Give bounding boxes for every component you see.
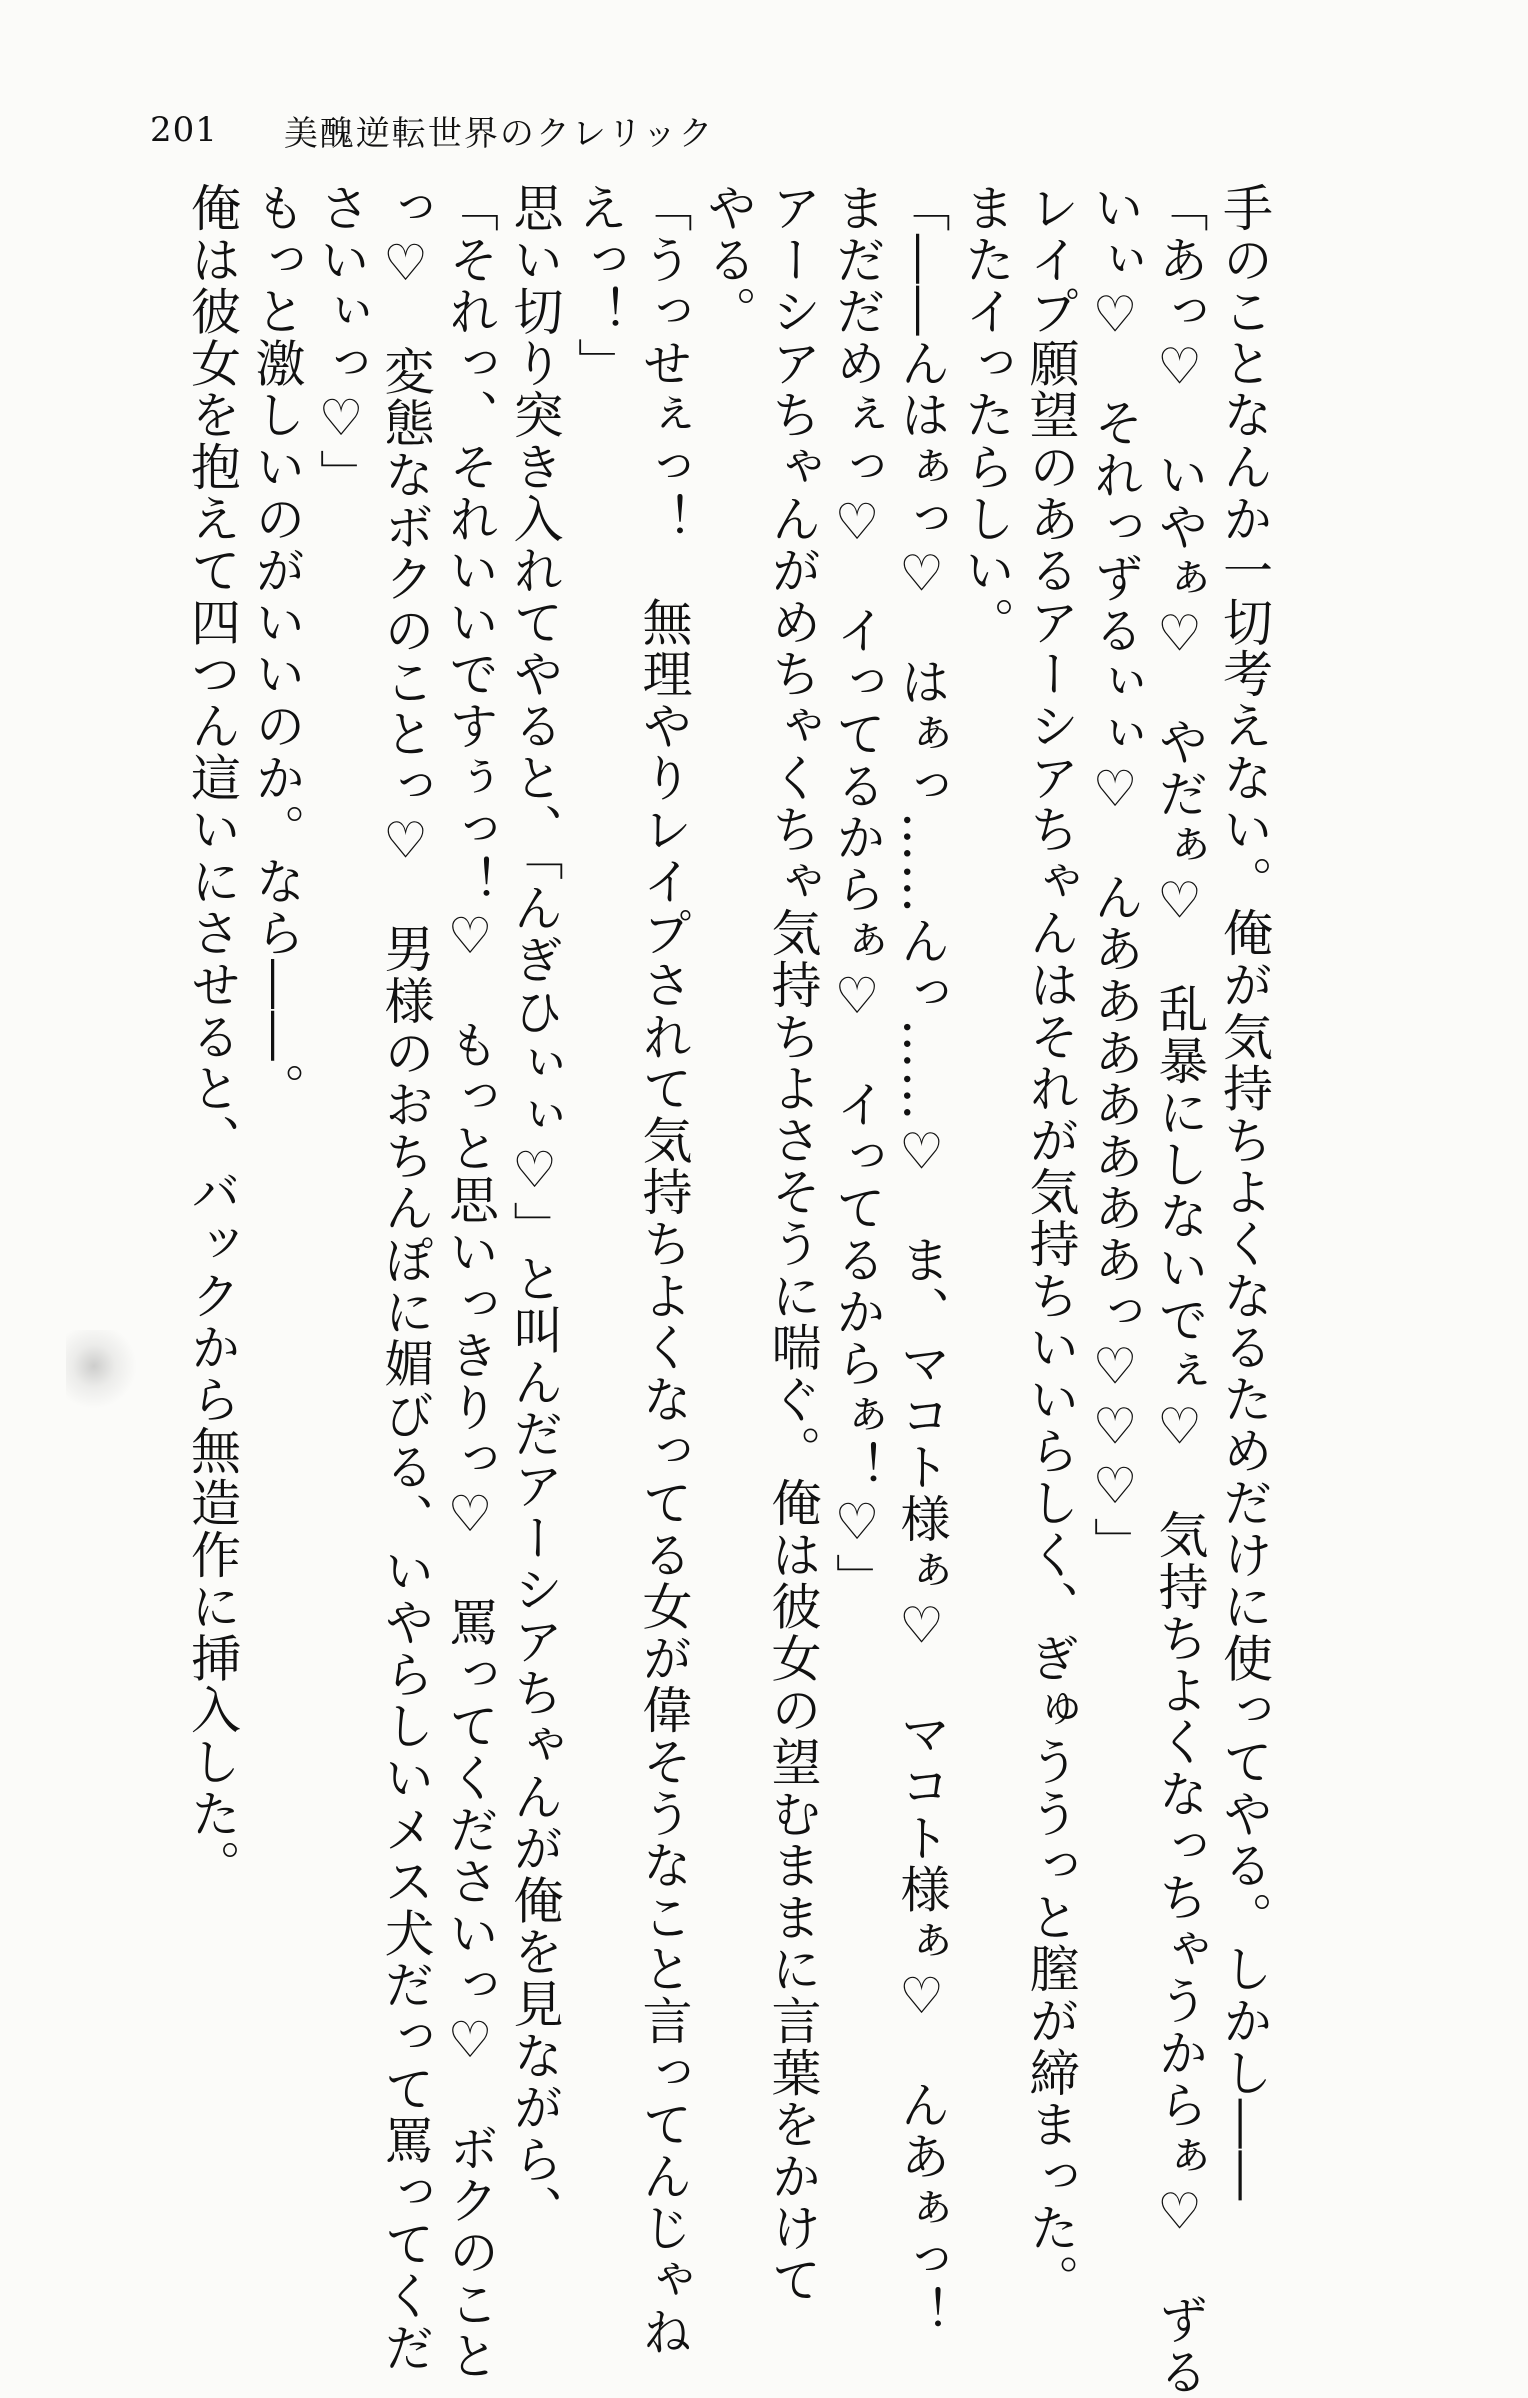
text-line: またイったらしい。 [957, 182, 1015, 649]
vertical-text-body [183, 182, 1276, 2398]
text-line: 「うっせぇっ！ 無理やりレイプされて気持ちよくなってる女が偉そうなこと言ってんじゃね [634, 182, 693, 2358]
book-title: 美醜逆転世界のクレリック [283, 113, 715, 154]
text-line: 俺は彼女を抱えて四つん這いにさせると、バックから無造作に挿入した。 [183, 182, 241, 1892]
scan-speck [66, 1330, 136, 1410]
page-number: 201 [150, 110, 218, 150]
text-line: もっと激しいのがいいのか。なら――。 [247, 182, 306, 1115]
text-line: 「――んはぁっ♡ はぁっ……んっ……♡ ま、マコト様ぁ♡ マコト様ぁ♡ んあぁっ！ [892, 182, 951, 2338]
text-line: えっ！」 [570, 182, 628, 390]
running-header [150, 100, 715, 160]
text-line: アーシアちゃんがめちゃくちゃ気持ちよさそうに喘ぐ。俺は彼女の望むままに言葉をかけて [763, 182, 822, 2306]
text-line: 思い切り突き入れてやると、「んぎひぃぃ♡」と叫んだアーシアちゃんが俺を見ながら、 [505, 182, 564, 2237]
text-line: まだだめぇっ♡ イってるからぁ♡ イってるからぁ！♡」 [828, 182, 886, 1605]
text-line: っ♡ 変態なボクのことっ♡ 男様のおちんぽに媚びる、いやらしいメス犬だって罵ってくだ [376, 182, 435, 2374]
text-line: 「あっ♡ いやぁ♡ やだぁ♡ 乱暴にしないでぇ♡ 気持ちよくなっちゃうからぁ♡ ずる [1150, 182, 1209, 2398]
text-line: いぃ♡ それっずるぃぃ♡ んあああああああっ♡♡♡」 [1086, 182, 1144, 1569]
text-line: 手のことなんか一切考えない。俺が気持ちよくなるためだけに使ってやる。しかし―― [1215, 182, 1273, 2203]
text-line: レイプ願望のあるアーシアちゃんはそれが気持ちいいらしく、ぎゅううっと膣が締まった。 [1021, 182, 1080, 2306]
text-line: やる。 [699, 182, 757, 338]
text-line: 「それっ、それいいですぅっ！♡ もっと思いっきりっ♡ 罵ってくださいっ♡ ボクのこと [441, 182, 499, 2382]
text-line: さいぃっ♡」 [312, 182, 370, 501]
